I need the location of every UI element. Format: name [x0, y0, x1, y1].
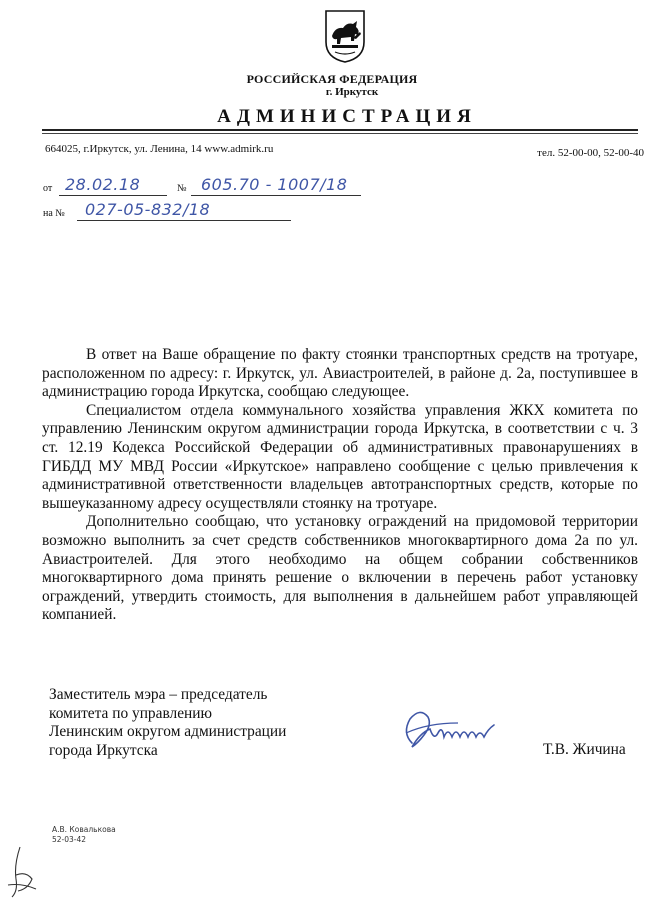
handwritten-signature-icon [398, 703, 506, 757]
signer-title-line: Заместитель мэра – председатель [49, 686, 268, 703]
registration-outgoing [43, 177, 363, 199]
signer-title [49, 686, 286, 760]
date-label: от [43, 183, 53, 194]
number-label: № [177, 183, 187, 194]
country-name: РОССИЙСКАЯ ФЕДЕРАЦИЯ [246, 72, 418, 86]
signer-title-line: Ленинским округом администрации [49, 723, 287, 741]
executor-info [52, 825, 116, 845]
signer-name: Т.В. Жичина [543, 741, 626, 758]
reply-label: на № [43, 208, 65, 219]
executor-phone: 52-03-42 [52, 835, 87, 844]
irkutsk-emblem-icon [323, 8, 367, 64]
reply-number: 027-05-832/18 [85, 200, 211, 219]
registration-reply [43, 202, 303, 224]
registration-date: 28.02.18 [65, 175, 141, 194]
paragraph: В ответ на Ваше обращение по факту стоянки транспортных средств на тротуаре, расположенном по адресу: г. Иркутск, ул. Авиастроителей, в районе д. 2а, поступившее в администрацию города Иркутска, сообщаю следующее. [42, 346, 638, 401]
header-divider-thin [42, 133, 638, 134]
paragraph: Дополнительно сообщаю, что установку ограждений на придомовой территории возможно выполнить за счет средств собственников многоквартирного дома 2а по ул. Авиастроителей. Для этого необходимо на общем собрании собственников многоквартирного дома принять решение о включении в перечень работ установку ограждений, утвердить стоимость, для выполнения в дальнейшем работ управляющей компанией. [42, 513, 638, 624]
organization-phone: тел. 52-00-00, 52-00-40 [537, 147, 644, 159]
header-divider [42, 129, 638, 131]
reply-underline [77, 220, 291, 221]
executor-name: А.В. Ковалькова [52, 825, 116, 834]
letter-body [42, 346, 638, 625]
organization-title: АДМИНИСТРАЦИЯ [217, 106, 477, 127]
margin-scribble-icon [2, 845, 42, 899]
number-underline [191, 195, 361, 196]
date-underline [59, 195, 167, 196]
signer-title-line: комитета по управлению [49, 704, 213, 722]
registration-number: 605.70 - 1007/18 [201, 175, 348, 194]
paragraph: Специалистом отдела коммунального хозяйства управления ЖКХ комитета по управлению Ленинским округом администрации города Иркутска, в соответствии с ч. 3 ст. 12.19 Кодекса Российской Федерации об административных правонарушениях в ГИБДД МУ МВД России «Иркутское» направлено сообщение с целью привлечения к административной ответственности владельцев автотранспортных средств, которые по вышеуказанному адресу осуществляли стоянку на тротуаре. [42, 401, 638, 512]
signer-title-line: города Иркутска [49, 741, 158, 759]
city-name: г. Иркутск [325, 86, 379, 98]
organization-address: 664025, г.Иркутск, ул. Ленина, 14 www.admirk.ru [45, 143, 274, 155]
